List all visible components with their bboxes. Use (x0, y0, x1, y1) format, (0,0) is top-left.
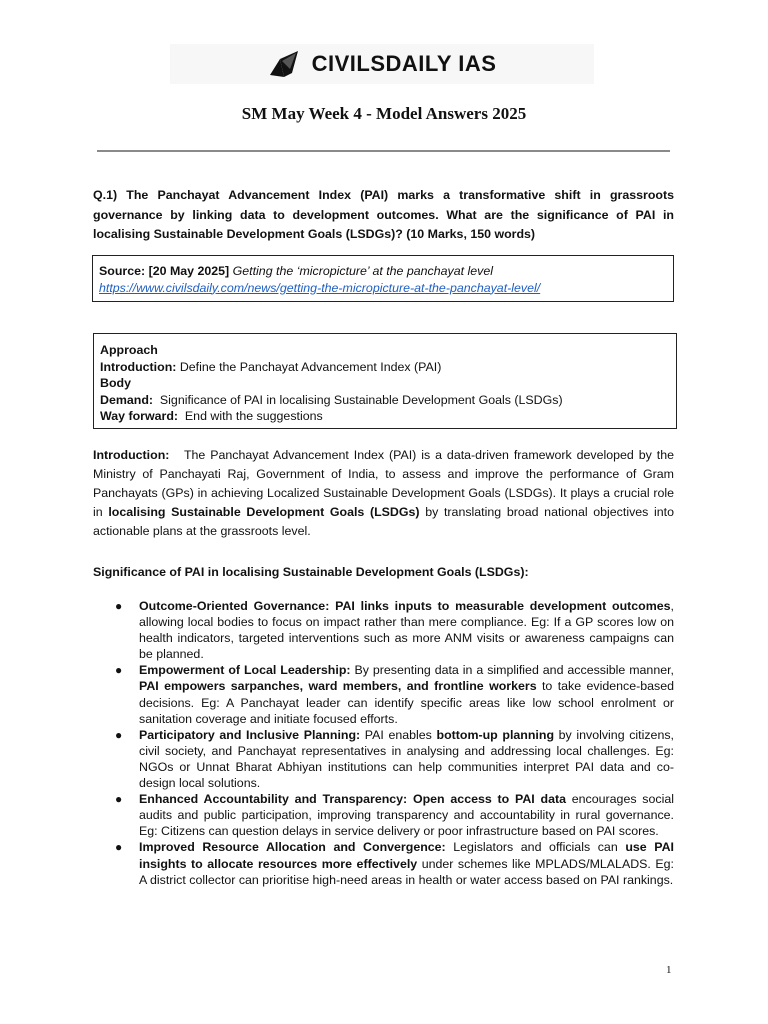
list-item: ● Outcome-Oriented Governance: PAI links inputs to measurable development outcomes, allowing local bodies to focus on impact rather than mere compliance. Eg: If a GP scores low on health indicators, targeted interventions such as more ANM visits or awareness campaigns can be planned. (115, 599, 674, 662)
approach-intro-label: Introduction: (100, 359, 177, 374)
logo-text: CIVILSDAILY IAS (311, 51, 497, 76)
list-item: ● Enhanced Accountability and Transparency: Open access to PAI data encourages social audits and public participation, improving transparency and accountability in rural governance. Eg: Citizens can question delays in service delivery or poor infrastructure based on PAI scores. (115, 792, 674, 839)
approach-intro-text: Define the Panchayat Advancement Index (PAI) (179, 359, 442, 374)
bullet-icon: ● (115, 792, 123, 807)
source-box (92, 255, 674, 302)
question-text: Q.1) The Panchayat Advancement Index (PAI) marks a transformative shift in grassroots governance by linking data to development outcomes. What are the significance of PAI in localising Sustainable Development Goals (LSDGs)? (10 Marks, 150 words) (93, 188, 674, 241)
list-item: ● Participatory and Inclusive Planning: PAI enables bottom-up planning by involving citizens, civil society, and Panchayat representatives in analysing and addressing local challenges. Eg: NGOs or Unnat Bharat Abhiyan institutions can help communities interpret PAI data and co-design local solutions. (115, 727, 674, 791)
approach-box (93, 333, 677, 429)
source-link[interactable]: https://www.civilsdaily.com/news/getting-the-micropicture-at-the-panchayat-level/ (99, 280, 541, 295)
approach-way-text: End with the suggestions (184, 409, 323, 423)
intro-label: Introduction: (93, 448, 170, 462)
list-item: ● Empowerment of Local Leadership: By presenting data in a simplified and accessible manner, PAI empowers sarpanches, ward members, and frontline workers to take evidence-based decisions. Eg: A Panchayat leader can identify specific areas like low school enrolment or sanitation coverage and initiate focused efforts. (115, 663, 674, 726)
civilsdaily-logo-icon (268, 47, 302, 81)
significance-list (93, 598, 674, 888)
page-title: SM May Week 4 - Model Answers 2025 (241, 104, 527, 123)
intro-text-2: by translating broad national objectives into actionable plans at the grassroots level. (93, 505, 675, 538)
source-date: [20 May 2025] (148, 264, 230, 278)
bullet-icon: ● (115, 727, 123, 742)
source-line (99, 263, 667, 280)
page-number: 1 (666, 964, 672, 976)
introduction-paragraph (93, 446, 674, 541)
significance-heading: Significance of PAI in localising Sustainable Development Goals (LSDGs): (93, 565, 529, 579)
intro-bold: localising Sustainable Development Goals (LSDGs) (108, 505, 420, 519)
bullet-icon: ● (115, 599, 123, 613)
approach-body-label: Body (100, 376, 131, 390)
list-item: ● Improved Resource Allocation and Convergence: Legislators and officials can use PAI insights to allocate resources more effectively under schemes like MPLADS/MLALADS. Eg: A district collector can prioritise high-need areas in health or water access based on PAI rankings. (115, 840, 674, 887)
source-article: Getting the ‘micropicture’ at the panchayat level (232, 264, 493, 278)
source-label: Source: (99, 264, 146, 278)
logo-banner (170, 44, 594, 84)
bullet-icon: ● (115, 840, 123, 855)
approach-heading: Approach (100, 343, 158, 357)
intro-text-1: The Panchayat Advancement Index (PAI) is a data-driven framework developed by the Ministry of Panchayati Raj, Government of India, to assess and improve the performance of Gram Panchayats (GPs) in achieving Localized Sustainable Development Goals (LSDGs). It plays a crucial role in (93, 448, 674, 519)
approach-demand-text: Significance of PAI in localising Sustainable Development Goals (LSDGs) (159, 392, 563, 407)
divider (97, 150, 670, 152)
approach-demand-label: Demand: (100, 392, 154, 407)
approach-way-label: Way forward: (100, 409, 179, 423)
bullet-icon: ● (115, 663, 123, 678)
